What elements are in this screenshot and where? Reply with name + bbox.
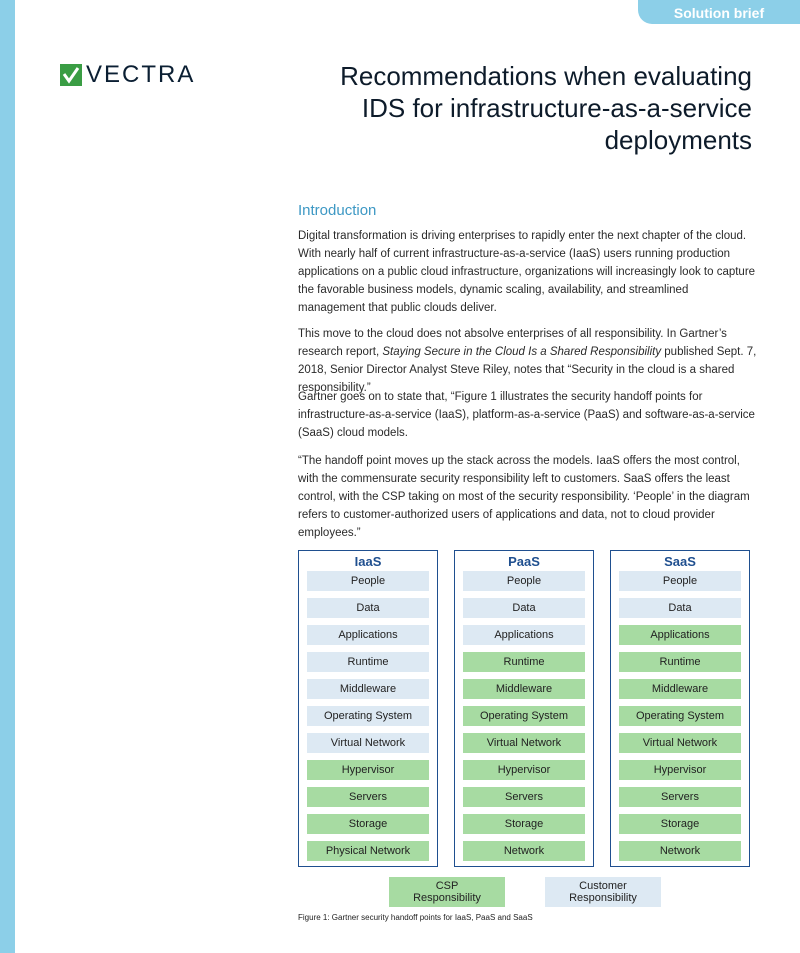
stack-layer: People	[619, 571, 741, 591]
title-line: IDS for infrastructure-as-a-service	[361, 93, 752, 123]
title-line: Recommendations when evaluating	[340, 61, 752, 91]
model-column-title: PaaS	[508, 554, 540, 569]
model-column	[298, 550, 438, 867]
stack-layer: Data	[619, 598, 741, 618]
stack-layer: Hypervisor	[619, 760, 741, 780]
vectra-logo	[60, 61, 196, 88]
stack-layer: Middleware	[307, 679, 429, 699]
intro-paragraph: “The handoff point moves up the stack across the models. IaaS offers the most control, with the commensurate security responsibility left to customers. SaaS offers the least control, with the CSP taking on most of the security responsibility. ‘People’ in the diagram refers to customer-authorized users of applications and data, not to cloud provider employees.”	[298, 455, 750, 539]
stack-layer: Servers	[307, 787, 429, 807]
stack-layer: People	[463, 571, 585, 591]
stack-layer: Servers	[619, 787, 741, 807]
stack-layer: People	[307, 571, 429, 591]
stack-layer: Virtual Network	[463, 733, 585, 753]
stack-layer: Runtime	[307, 652, 429, 672]
stack-layer: Hypervisor	[307, 760, 429, 780]
stack-layer: Data	[463, 598, 585, 618]
stack-layer: Hypervisor	[463, 760, 585, 780]
legend-label: Responsibility	[413, 892, 481, 904]
vectra-logo-mark-icon	[60, 64, 82, 86]
stack-layer: Storage	[619, 814, 741, 834]
stack-layer: Middleware	[463, 679, 585, 699]
stack-layer: Storage	[463, 814, 585, 834]
model-column-title: IaaS	[354, 554, 382, 569]
stack-layer: Virtual Network	[619, 733, 741, 753]
stack-layer: Network	[463, 841, 585, 861]
legend-label: CSP	[435, 880, 459, 892]
paragraph-text: published Sept. 7, 2018, Senior Director Analyst Steve Riley, notes that “Security in the cloud is a shared responsibility.”	[298, 346, 757, 394]
stack-layer: Operating System	[307, 706, 429, 726]
title-line: deployments	[604, 125, 752, 155]
stack-layer: Applications	[307, 625, 429, 645]
stack-layer: Middleware	[619, 679, 741, 699]
stack-layer: Servers	[463, 787, 585, 807]
side-accent-bar	[0, 0, 15, 953]
document-title	[272, 60, 752, 156]
stack-layer: Virtual Network	[307, 733, 429, 753]
paragraph-text: This move to the cloud does not absolve enterprises of all responsibility. In Gartner’s research report,	[298, 328, 727, 358]
logo-wordmark: VECTRA	[86, 61, 196, 88]
legend-customer-responsibility	[545, 877, 661, 907]
stack-layer: Network	[619, 841, 741, 861]
model-column	[454, 550, 594, 867]
stack-layer: Runtime	[619, 652, 741, 672]
report-title: Staying Secure in the Cloud Is a Shared Responsibility	[382, 346, 662, 358]
legend-label: Customer	[579, 880, 627, 892]
document-type-tag: Solution brief	[638, 0, 800, 24]
stack-layer: Operating System	[463, 706, 585, 726]
model-column-title: SaaS	[664, 554, 696, 569]
stack-layer: Runtime	[463, 652, 585, 672]
stack-layer: Storage	[307, 814, 429, 834]
legend-label: Responsibility	[569, 892, 637, 904]
stack-layer: Applications	[619, 625, 741, 645]
intro-paragraph: Digital transformation is driving enterprises to rapidly enter the next chapter of the cloud. With nearly half of current infrastructure-as-a-service (IaaS) users running production applications on a public cloud infrastructure, organizations will increasingly look to capture the favorable business models, dynamic scaling, availability, and streamlined management that public clouds deliver.	[298, 230, 756, 314]
stack-layer: Operating System	[619, 706, 741, 726]
intro-paragraph	[298, 325, 758, 397]
stack-layer: Applications	[463, 625, 585, 645]
introduction-heading: Introduction	[298, 202, 377, 219]
figure-caption: Figure 1: Gartner security handoff points for IaaS, PaaS and SaaS	[298, 913, 533, 922]
stack-layer: Data	[307, 598, 429, 618]
legend-csp-responsibility	[389, 877, 505, 907]
intro-paragraph: Gartner goes on to state that, “Figure 1 illustrates the security handoff points for infrastructure-as-a-service (IaaS), platform-as-a-service (PaaS) and software-as-a-service (SaaS) cloud models.	[298, 391, 755, 439]
stack-layer: Physical Network	[307, 841, 429, 861]
model-column	[610, 550, 750, 867]
responsibility-diagram	[298, 550, 753, 870]
